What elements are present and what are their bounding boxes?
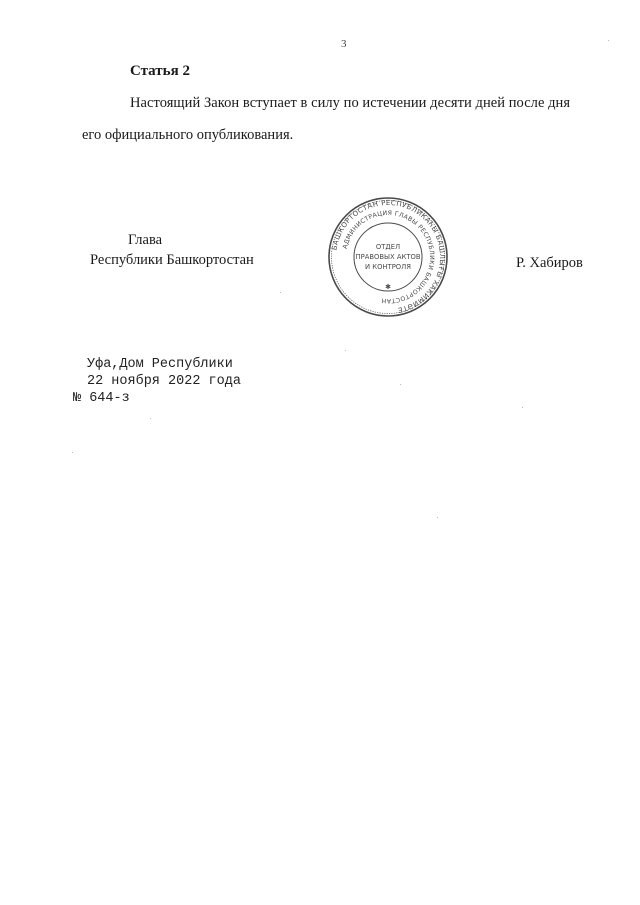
scan-speck [522, 407, 523, 408]
page-number: 3 [341, 38, 347, 50]
seal-center-line-1: ОТДЕЛ [375, 243, 401, 251]
article-text-line-2: его официального опубликования. [82, 127, 294, 143]
scan-speck [345, 350, 346, 351]
scan-speck [72, 452, 73, 453]
law-number: № 644-з [73, 391, 130, 406]
scan-speck [280, 292, 281, 293]
official-seal-stamp [327, 196, 449, 318]
signing-date: 22 ноября 2022 года [87, 374, 241, 389]
scan-speck [437, 517, 438, 518]
seal-outer-text: БАШКОРТОСТАН РЕСПУБЛИКАҺЫ БАШЛЫҒЫ ХАКИМИӘТЕ [330, 198, 447, 315]
seal-inner-text: АДМИНИСТРАЦИЯ ГЛАВЫ РЕСПУБЛИКИ БАШКОРТОСТАН [341, 209, 436, 305]
article-text-line-1: Настоящий Закон вступает в силу по истечении десяти дней после дня [130, 95, 571, 111]
scan-speck [608, 40, 609, 41]
signatory-organization: Республики Башкортостан [90, 252, 254, 268]
scan-speck [150, 418, 151, 419]
scan-speck [400, 384, 401, 385]
seal-star-icon: ✱ [385, 283, 391, 291]
seal-center-line-3: И КОНТРОЛЯ [365, 263, 411, 271]
signatory-name: Р. Хабиров [516, 255, 583, 271]
signatory-title: Глава [128, 232, 163, 248]
seal-center-line-2: ПРАВОВЫХ АКТОВ [355, 253, 421, 261]
signing-place: Уфа,Дом Республики [87, 357, 233, 372]
article-title: Статья 2 [130, 63, 190, 79]
